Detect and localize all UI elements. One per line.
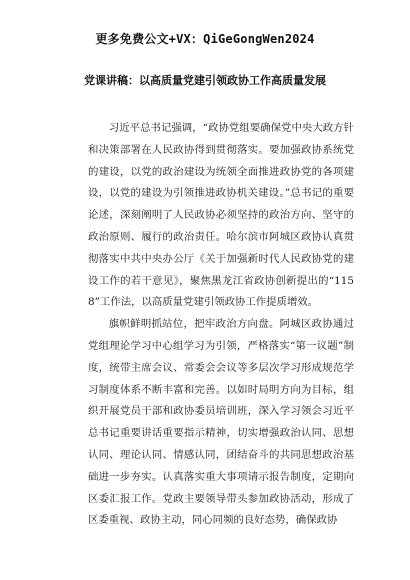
document-body <box>88 118 354 532</box>
header-banner: 更多免费公文+VX：QiGeGongWen2024 <box>95 32 315 46</box>
paragraph: 旗帜鲜明抓站位，把牢政治方向盘。阿城区政协通过党组理论学习中心组学习为引领，严格落实“第一议题”制度，统带主席会议、常委会会议等多层次学习形成规范学习制度体系不断丰富和完善。以如时局明方向为目标，组织开展党员干部和政协委员培训班，深入学习领会习近平总书记重要讲话重要指示精神，切实增强政治认同、思想认同、理论认同、情感认同，团结奋斗的共同思想政治基础进一步夯实。认真落实重大事项请示报告制度，定期向区委汇报工作。党政主要领导带头参加政协活动，形成了区委重视、政协主动，同心同频的良好态势，确保政协 <box>88 318 354 527</box>
document-title: 党课讲稿：以高质量党建引领政协工作高质量发展 <box>84 74 326 87</box>
paragraph: 习近平总书记强调，“政协党组要确保党中央大政方针和决策部署在人民政协得到贯彻落实。要加强政协系统党的建设，以党的政治建设为统领全面推进政协党的各项建设，以党的建设为引领推进政协机关建设。”总书记的重要论述，深刻阐明了人民政协必须坚持的政治方向、坚守的政治原则、履行的政治责任。哈尔滨市阿城区政协认真贯彻落实中共中央办公厅《关于加强新时代人民政协党的建设工作的若干意见》，聚焦黑龙江省政协创新提出的“1158”工作法，以高质量党建引领政协工作提质增效。 <box>88 122 354 309</box>
